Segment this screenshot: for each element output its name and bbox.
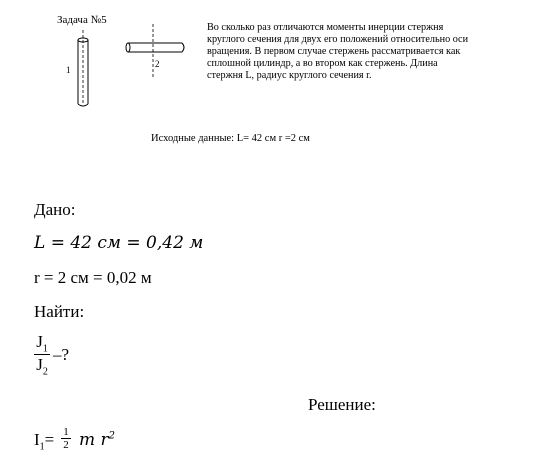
formula-eq: = — [44, 430, 55, 449]
rod-figure — [60, 22, 200, 108]
radius-line: r = 2 см = 0,02 м — [34, 268, 152, 287]
description-line-5: стержня L, радиус круглого сечения r. — [207, 70, 372, 81]
find-numerator: $J_1$ — [36, 332, 48, 355]
find-suffix: –? — [53, 345, 70, 364]
given-data-line: Исходные данные: L= 42 см r =2 см — [151, 133, 310, 144]
figure-label-1: 1 — [66, 65, 71, 75]
given-heading: Дано: — [34, 200, 76, 219]
formula-coefficient — [61, 426, 71, 451]
length-line — [34, 233, 203, 253]
description-line-2: круглого сечения для двух его положений относительно оси — [207, 34, 469, 45]
task-title: Задача №5 — [57, 14, 107, 26]
formula-lhs: $I_1=$ — [34, 430, 55, 453]
rod-vertical — [78, 30, 88, 106]
find-fraction — [34, 332, 50, 378]
length-value: L = 42 см = 0,42 м — [34, 233, 204, 253]
formula-rhs: m $r^2$ — [79, 430, 116, 450]
solution-heading: Решение: — [308, 395, 376, 414]
figure-label-2: 2 — [155, 59, 160, 69]
formula-coef-num: 1 — [63, 426, 69, 438]
find-heading: Найти: — [34, 302, 85, 321]
description-line-4: сплошной цилиндр, а во втором как стержень. Длина — [207, 58, 438, 69]
find-denominator: $J_2$ — [36, 355, 48, 378]
formula-coef-den: 2 — [63, 439, 69, 451]
description-line-1: Во сколько раз отличаются моменты инерции стержня — [207, 22, 444, 33]
description-line-3: вращения. В первом случае стержень рассматривается как — [207, 46, 461, 57]
rod-horizontal — [126, 24, 184, 77]
